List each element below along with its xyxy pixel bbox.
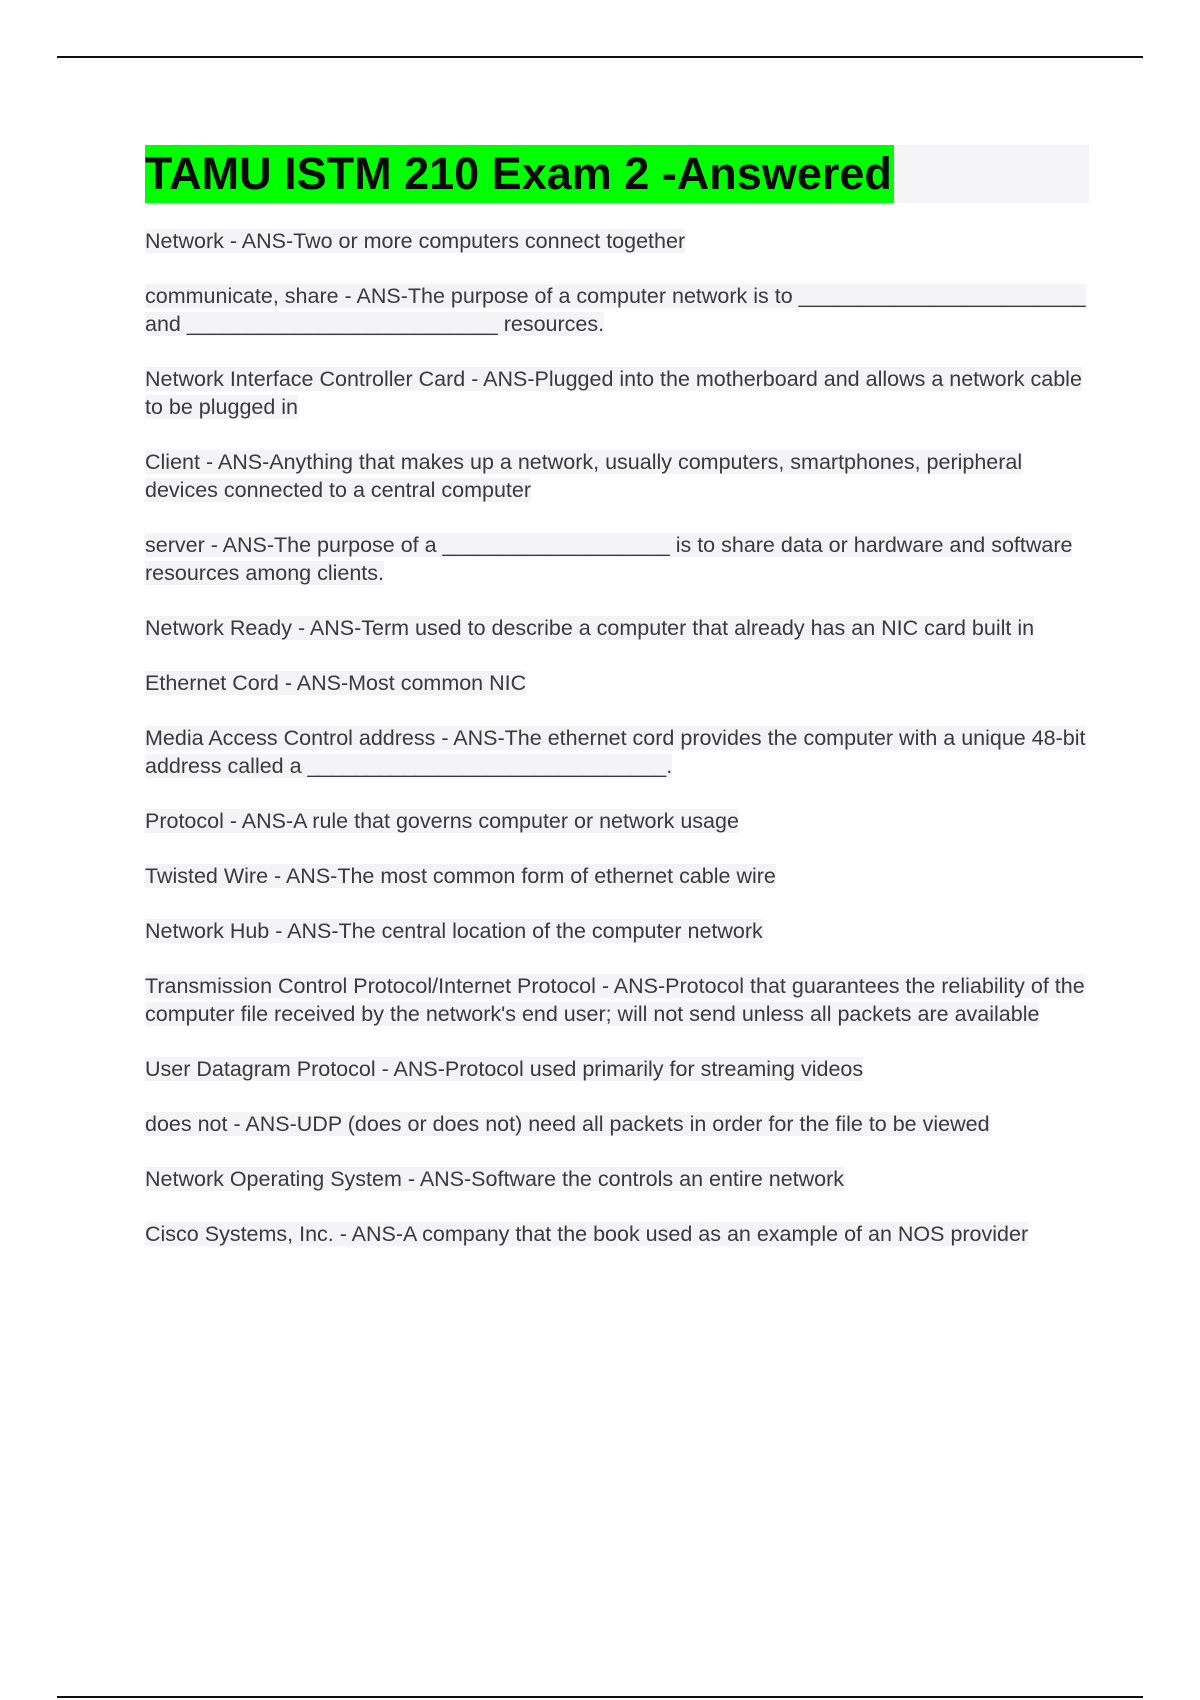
- qa-entry: Network Operating System - ANS-Software the controls an entire network: [145, 1167, 845, 1191]
- qa-entry: Cisco Systems, Inc. - ANS-A company that the book used as an example of an NOS provider: [145, 1222, 1029, 1246]
- qa-entry: communicate, share - ANS-The purpose of a computer network is to ________________________ and __________________________ resources.: [145, 284, 1086, 336]
- qa-entry: Network Interface Controller Card - ANS-Plugged into the motherboard and allows a network cable to be plugged in: [145, 367, 1082, 419]
- top-rule: [57, 56, 1143, 58]
- qa-entry: User Datagram Protocol - ANS-Protocol used primarily for streaming videos: [145, 1057, 864, 1081]
- qa-entry: Network - ANS-Two or more computers connect together: [145, 229, 686, 253]
- qa-entry: server - ANS-The purpose of a ___________________ is to share data or hardware and software resources among clients.: [145, 533, 1073, 585]
- qa-list: [145, 227, 1089, 1248]
- qa-entry: Ethernet Cord - ANS-Most common NIC: [145, 671, 527, 695]
- qa-entry: Network Ready - ANS-Term used to describe a computer that already has an NIC card built in: [145, 616, 1035, 640]
- qa-entry: Network Hub - ANS-The central location of the computer network: [145, 919, 763, 943]
- document-title: TAMU ISTM 210 Exam 2 -Answered: [145, 145, 894, 203]
- qa-entry: Transmission Control Protocol/Internet Protocol - ANS-Protocol that guarantees the reliability of the computer file received by the network's end user; will not send unless all packets are available: [145, 974, 1085, 1026]
- qa-entry: Protocol - ANS-A rule that governs computer or network usage: [145, 809, 739, 833]
- qa-entry: does not - ANS-UDP (does or does not) need all packets in order for the file to be viewed: [145, 1112, 990, 1136]
- qa-entry: Client - ANS-Anything that makes up a network, usually computers, smartphones, peripheral devices connected to a central computer: [145, 450, 1023, 502]
- title-bar: [145, 145, 1089, 203]
- document-body: [145, 145, 1089, 1275]
- bottom-rule: [57, 1696, 1143, 1698]
- qa-entry: Twisted Wire - ANS-The most common form of ethernet cable wire: [145, 864, 776, 888]
- qa-entry: Media Access Control address - ANS-The ethernet cord provides the computer with a unique 48-bit address called a ______________________________.: [145, 726, 1086, 778]
